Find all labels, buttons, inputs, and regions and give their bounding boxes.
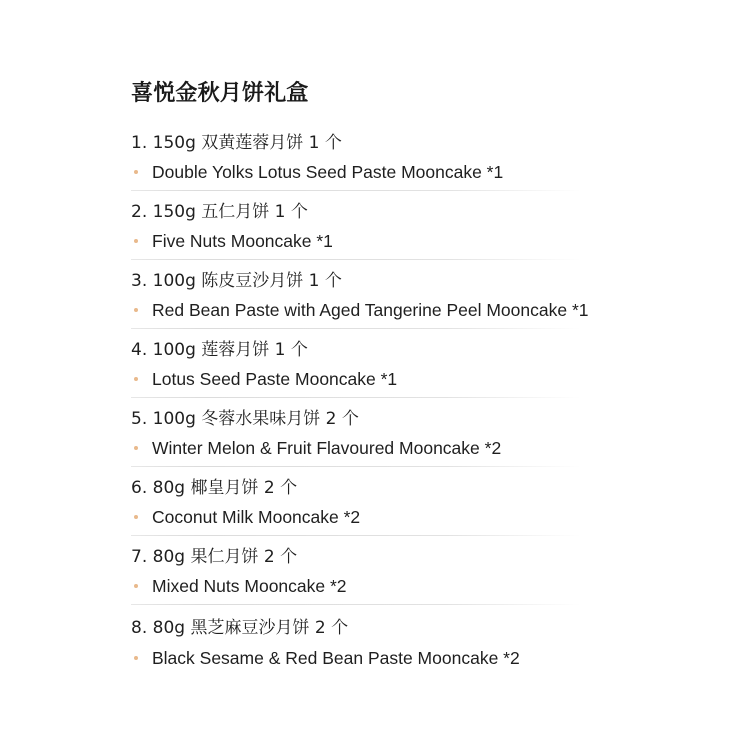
item-chinese-name: 1. 150g 双黄莲蓉月饼 1 个 (131, 133, 342, 153)
list-item (131, 617, 631, 686)
list-item (131, 477, 631, 546)
item-chinese-name: 4. 100g 莲蓉月饼 1 个 (131, 340, 308, 360)
divider (131, 328, 581, 329)
product-list (131, 132, 631, 686)
list-item (131, 201, 631, 270)
bullet-dot-icon (134, 446, 138, 450)
item-english-name: Mixed Nuts Mooncake *2 (152, 576, 347, 596)
list-item (131, 339, 631, 408)
list-item (131, 270, 631, 339)
divider (131, 259, 581, 260)
list-item (131, 132, 631, 201)
item-chinese-name: 8. 80g 黑芝麻豆沙月饼 2 个 (131, 618, 349, 638)
item-english-name: Red Bean Paste with Aged Tangerine Peel Mooncake *1 (152, 300, 589, 320)
item-chinese-name: 5. 100g 冬蓉水果味月饼 2 个 (131, 409, 359, 429)
item-chinese-name: 7. 80g 果仁月饼 2 个 (131, 547, 298, 567)
divider (131, 466, 581, 467)
bullet-dot-icon (134, 515, 138, 519)
divider (131, 604, 581, 605)
item-english-name: Five Nuts Mooncake *1 (152, 231, 333, 251)
item-chinese-name: 2. 150g 五仁月饼 1 个 (131, 202, 308, 222)
item-english-name: Coconut Milk Mooncake *2 (152, 507, 361, 527)
bullet-dot-icon (134, 377, 138, 381)
list-item (131, 408, 631, 477)
page-title: 喜悦金秋月饼礼盒 (131, 81, 309, 106)
divider (131, 535, 581, 536)
bullet-dot-icon (134, 308, 138, 312)
item-chinese-name: 3. 100g 陈皮豆沙月饼 1 个 (131, 271, 342, 291)
list-item (131, 546, 631, 617)
bullet-dot-icon (134, 239, 138, 243)
bullet-dot-icon (134, 170, 138, 174)
bullet-dot-icon (134, 584, 138, 588)
divider (131, 397, 581, 398)
item-english-name: Lotus Seed Paste Mooncake *1 (152, 369, 398, 389)
bullet-dot-icon (134, 656, 138, 660)
item-english-name: Double Yolks Lotus Seed Paste Mooncake *1 (152, 162, 504, 182)
divider (131, 190, 581, 191)
item-english-name: Black Sesame & Red Bean Paste Mooncake *2 (152, 648, 520, 668)
item-english-name: Winter Melon & Fruit Flavoured Mooncake *2 (152, 438, 502, 458)
item-chinese-name: 6. 80g 椰皇月饼 2 个 (131, 478, 298, 498)
